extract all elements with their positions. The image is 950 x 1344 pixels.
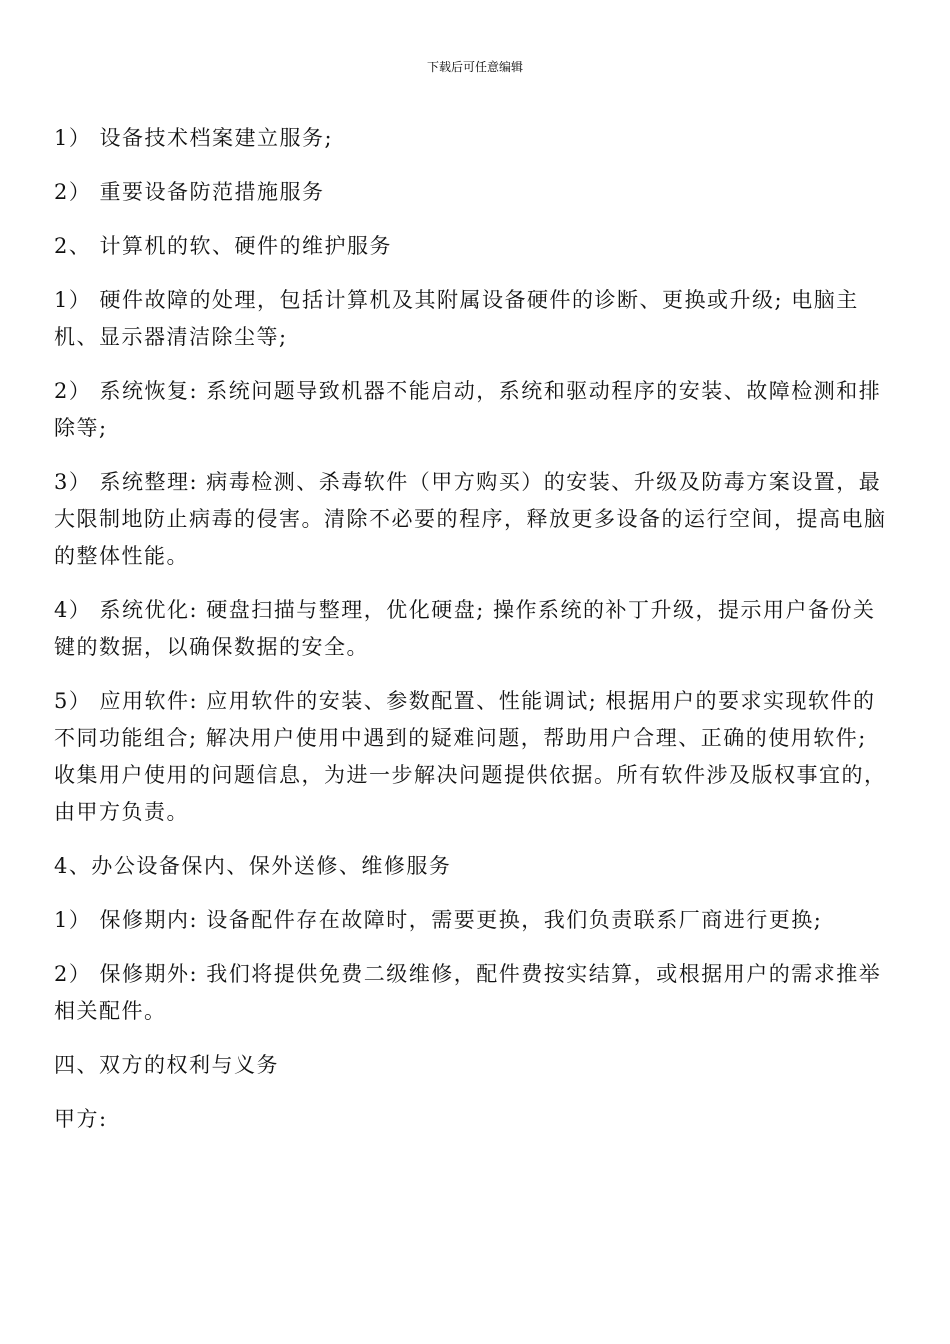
document-body	[54, 120, 896, 1155]
section-heading: 2、 计算机的软、硬件的维护服务	[54, 234, 393, 258]
paragraph: 3） 系统整理: 病毒检测、杀毒软件（甲方购买）的安装、升级及防毒方案设置，最大限制地防止病毒的侵害。清除不必要的程序，释放更多设备的运行空间，提高电脑的整体性能。	[54, 470, 887, 568]
section-heading: 4、办公设备保内、保外送修、维修服务	[54, 854, 452, 878]
party-label: 甲方:	[54, 1107, 108, 1131]
paragraph: 2） 系统恢复: 系统问题导致机器不能启动，系统和驱动程序的安装、故障检测和排除等;	[54, 379, 882, 440]
paragraph: 2） 重要设备防范措施服务	[54, 180, 325, 204]
paragraph: 1） 硬件故障的处理，包括计算机及其附属设备硬件的诊断、更换或升级; 电脑主机、显示器清洁除尘等;	[54, 288, 859, 349]
page-header: 下载后可任意编辑	[426, 60, 523, 74]
paragraph: 1） 设备技术档案建立服务;	[54, 126, 334, 150]
paragraph: 4） 系统优化: 硬盘扫描与整理，优化硬盘; 操作系统的补丁升级，提示用户备份关键的数据，以确保数据的安全。	[54, 598, 876, 659]
paragraph: 1） 保修期内: 设备配件存在故障时，需要更换，我们负责联系厂商进行更换;	[54, 908, 823, 932]
paragraph: 2） 保修期外: 我们将提供免费二级维修，配件费按实结算，或根据用户的需求推举相关配件。	[54, 962, 882, 1023]
paragraph: 5） 应用软件: 应用软件的安装、参数配置、性能调试; 根据用户的要求实现软件的不同功能组合; 解决用户使用中遇到的疑难问题，帮助用户合理、正确的使用软件; 收集用户使用的问题信息，为进一步解决问题提供依据。所有软件涉及版权事宜的，由甲方负责。	[54, 689, 887, 824]
section-heading: 四、双方的权利与义务	[54, 1053, 279, 1077]
